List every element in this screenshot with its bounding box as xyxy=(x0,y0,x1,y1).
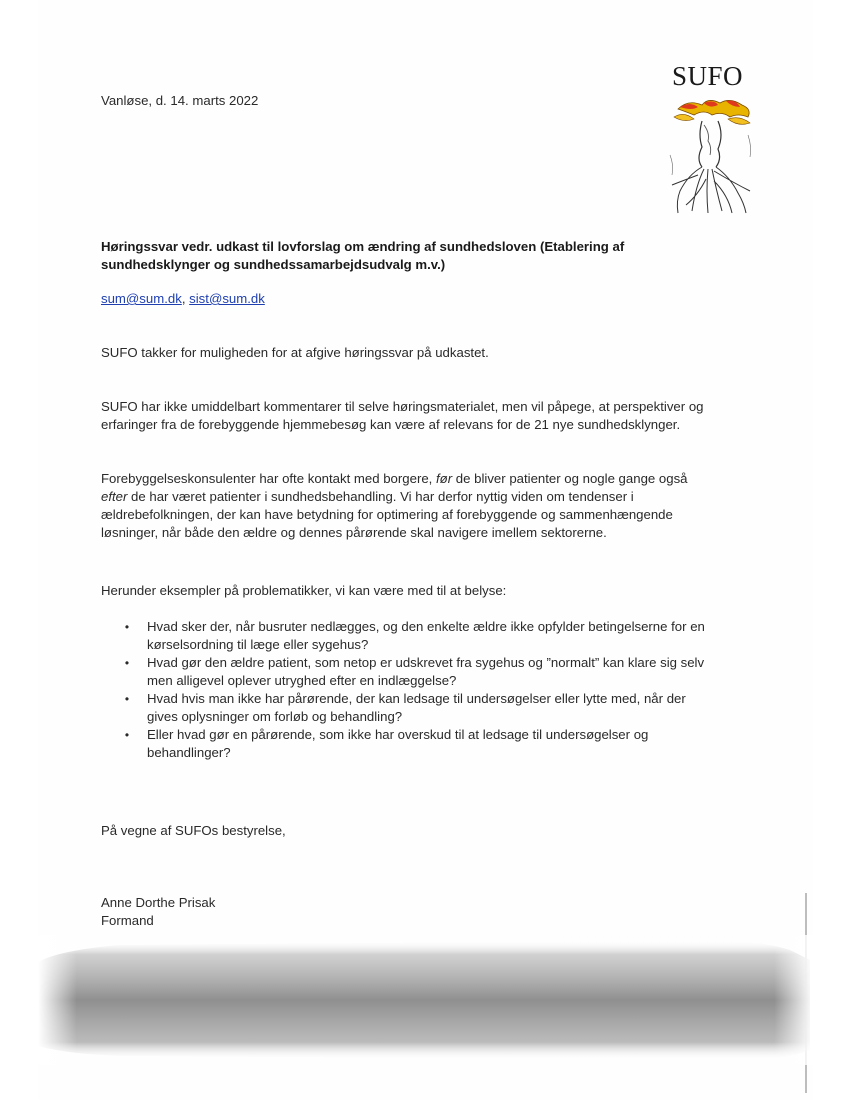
letter-date: Vanløse, d. 14. marts 2022 xyxy=(101,93,259,108)
paragraph-line: løsninger, når både den ældre og dennes pårørende skal navigere imellem sektorerne. xyxy=(101,525,607,540)
list-item-line: Hvad hvis man ikke har pårørende, der kan ledsage til undersøgelser eller lytte med, når der xyxy=(147,691,686,706)
emphasis-text: før xyxy=(436,471,453,486)
list-item-line: Hvad sker der, når busruter nedlægges, og den enkelte ældre ikke opfylder betingelserne for en xyxy=(147,619,705,634)
emphasis-text: efter xyxy=(101,489,128,504)
email-link-sum[interactable]: sum@sum.dk xyxy=(101,291,182,306)
paragraph-line: ældrebefolkningen, der kan have betydning for optimering af forebyggende og sammenhængende xyxy=(101,507,673,522)
email-link-sist[interactable]: sist@sum.dk xyxy=(189,291,265,306)
subject-line: sundhedsklynger og sundhedssamarbejdsudvalg m.v.) xyxy=(101,257,446,272)
text-fragment: Forebyggelseskonsulenter har ofte kontakt med borgere, xyxy=(101,471,437,486)
bullet-icon: • xyxy=(124,692,130,706)
bullet-icon: • xyxy=(124,656,130,670)
paragraph-line: erfaringer fra de forebyggende hjemmebesøg kan være af relevans for de 21 nye sundhedsklynger. xyxy=(101,417,681,432)
paragraph-thanks: SUFO takker for muligheden for at afgive høringssvar på udkastet. xyxy=(101,345,489,360)
list-item-line: behandlinger? xyxy=(147,745,231,760)
sufo-logo-text: SUFO xyxy=(672,61,744,91)
list-item-line: Hvad gør den ældre patient, som netop er udskrevet fra sygehus og ”normalt” kan klare sig selv xyxy=(147,655,705,670)
text-fragment: de bliver patienter og nogle gange også xyxy=(452,471,688,486)
bullet-icon: • xyxy=(124,728,130,742)
text-fragment: de har været patienter i sundhedsbehandling. Vi har derfor nyttig viden om tendenser i xyxy=(127,489,634,504)
subject-line: Høringssvar vedr. udkast til lovforslag om ændring af sundhedsloven (Etablering af xyxy=(101,239,625,254)
bullet-icon: • xyxy=(124,620,130,634)
list-item-line: gives oplysninger om forløb og behandling? xyxy=(147,709,403,724)
signature-name: Anne Dorthe Prisak xyxy=(101,895,216,910)
closing-greeting: På vegne af SUFOs bestyrelse, xyxy=(101,823,286,838)
email-separator: , xyxy=(181,291,186,306)
signature-title: Formand xyxy=(101,913,154,928)
paragraph-examples-intro: Herunder eksempler på problematikker, vi kan være med til at belyse: xyxy=(101,583,507,598)
paragraph-line: SUFO har ikke umiddelbart kommentarer til selve høringsmaterialet, men vil påpege, at perspektiver og xyxy=(101,399,704,414)
list-item-line: men alligevel oplever utryghed efter en indlæggelse? xyxy=(147,673,457,688)
list-item-line: Eller hvad gør en pårørende, som ikke har overskud til at ledsage til undersøgelser og xyxy=(147,727,649,742)
list-item-line: kørselsordning til læge eller sygehus? xyxy=(147,637,369,652)
